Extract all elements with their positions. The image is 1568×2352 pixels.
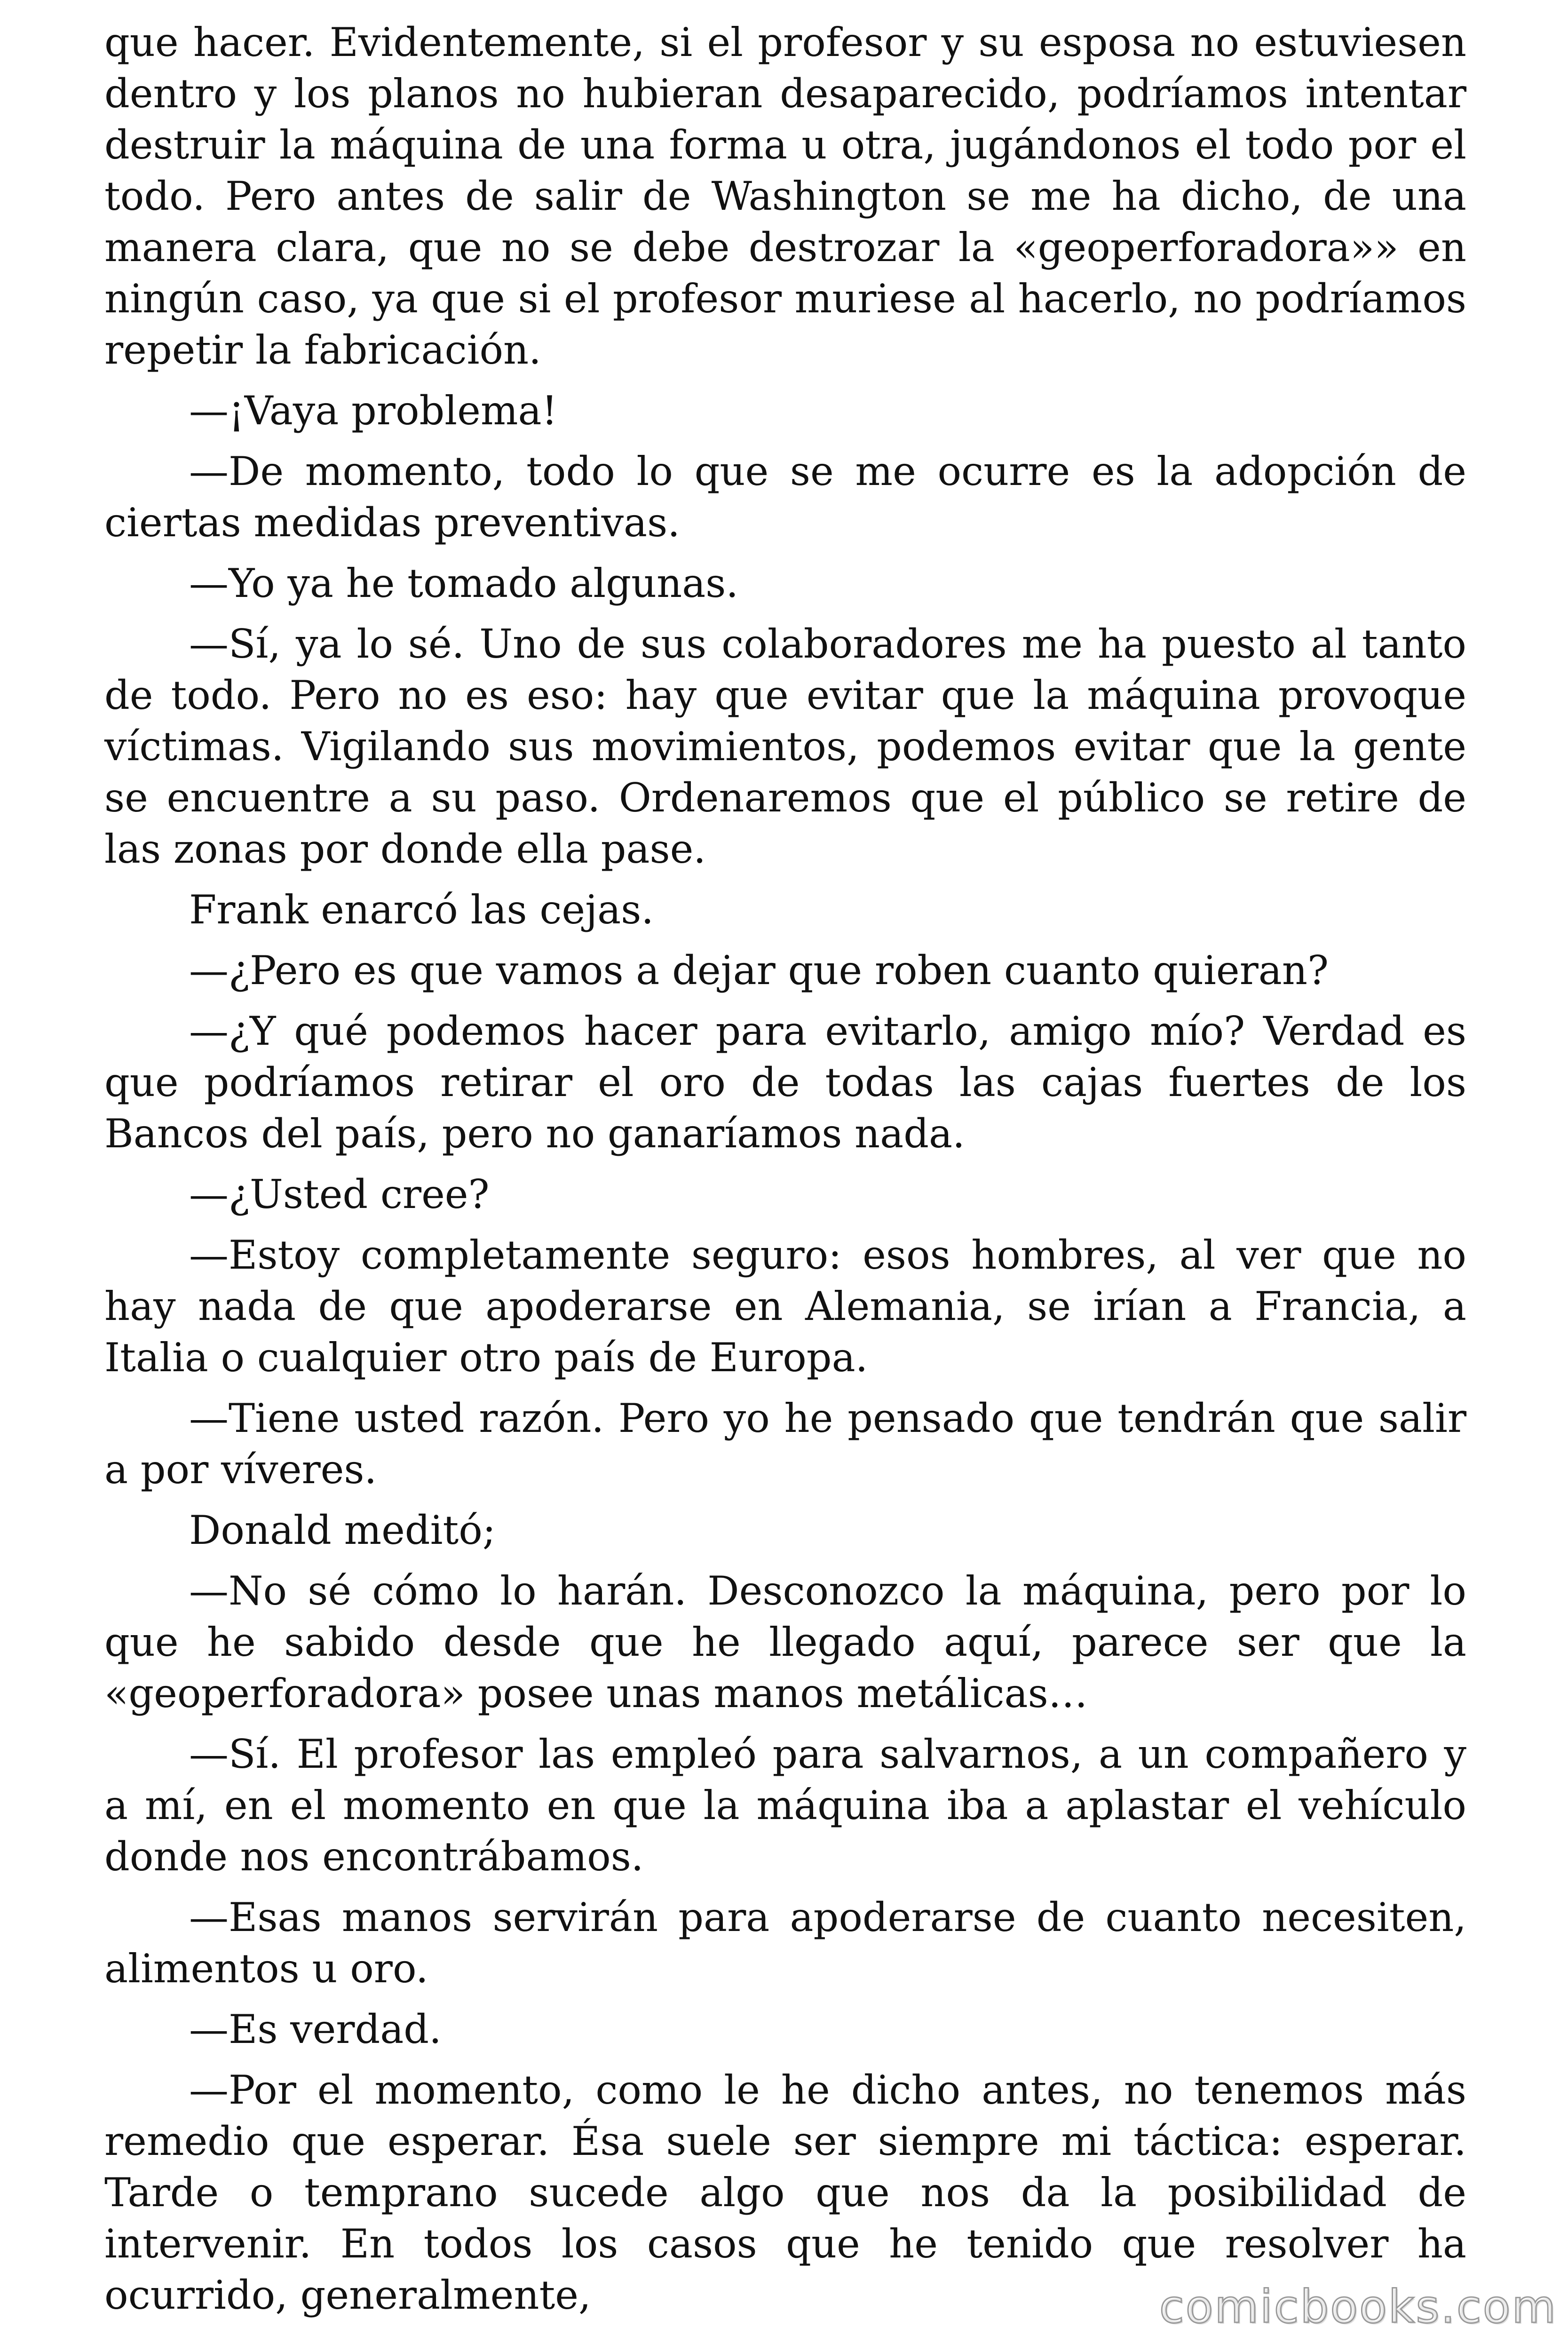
paragraph: —Estoy completamente seguro: esos hombres, al ver que no hay nada de que apoderarse en Alemania, se irían a Francia, a Italia o cualquier otro país de Europa. <box>104 1232 1466 1381</box>
paragraph: —Sí. El profesor las empleó para salvarnos, a un compañero y a mí, en el momento en que la máquina iba a aplastar el vehículo donde nos encontrábamos. <box>104 1731 1466 1880</box>
paragraph: —Sí, ya lo sé. Uno de sus colaboradores me ha puesto al tanto de todo. Pero no es eso: hay que evitar que la máquina provoque víctimas. Vigilando sus movimientos, podemos evitar que la gente se encuentre a su paso. Ordenaremos que el público se retire de las zonas por donde ella pase. <box>104 621 1466 872</box>
paragraph: —De momento, todo lo que se me ocurre es la adopción de ciertas medidas preventivas. <box>104 448 1466 546</box>
paragraph: que hacer. Evidentemente, si el profesor y su esposa no estuviesen dentro y los planos no hubieran desaparecido, podríamos intentar destruir la máquina de una forma u otra, jugándonos el todo por el todo. Pero antes de salir de Washington se me ha dicho, de una manera clara, que no se debe destrozar la «geoperforadora»» en ningún caso, ya que si el profesor muriese al hacerlo, no podríamos repetir la fabricación. <box>104 19 1466 373</box>
paragraph: Frank enarcó las cejas. <box>189 887 654 933</box>
paragraph: —No sé cómo lo harán. Desconozco la máquina, pero por lo que he sabido desde que he llegado aquí, parece ser que la «geoperforadora» posee unas manos metálicas… <box>104 1568 1466 1716</box>
paragraph: —Esas manos servirán para apoderarse de cuanto necesiten, alimentos u oro. <box>104 1894 1466 1992</box>
paragraph: —¿Usted cree? <box>189 1171 490 1217</box>
paragraph: —¿Pero es que vamos a dejar que roben cuanto quieran? <box>189 947 1329 993</box>
watermark: comicbooks.com <box>1159 2280 1558 2333</box>
paragraph: —Es verdad. <box>189 2006 442 2052</box>
paragraph: Donald meditó; <box>189 1507 496 1553</box>
paragraph: —¡Vaya problema! <box>189 388 558 434</box>
paragraph: —Por el momento, como le he dicho antes, no tenemos más remedio que esperar. Ésa suele ser siempre mi táctica: esperar. Tarde o temprano sucede algo que nos da la posibilidad de intervenir. En todos los casos que he tenido que resolver ha ocurrido, generalmente, <box>104 2067 1466 2318</box>
paragraph: —¿Y qué podemos hacer para evitarlo, amigo mío? Verdad es que podríamos retirar el oro de todas las cajas fuertes de los Bancos del país, pero no ganaríamos nada. <box>104 1008 1466 1157</box>
paragraph: —Tiene usted razón. Pero yo he pensado que tendrán que salir a por víveres. <box>104 1395 1466 1493</box>
paragraph: —Yo ya he tomado algunas. <box>189 560 739 606</box>
document-page <box>104 17 1466 2330</box>
